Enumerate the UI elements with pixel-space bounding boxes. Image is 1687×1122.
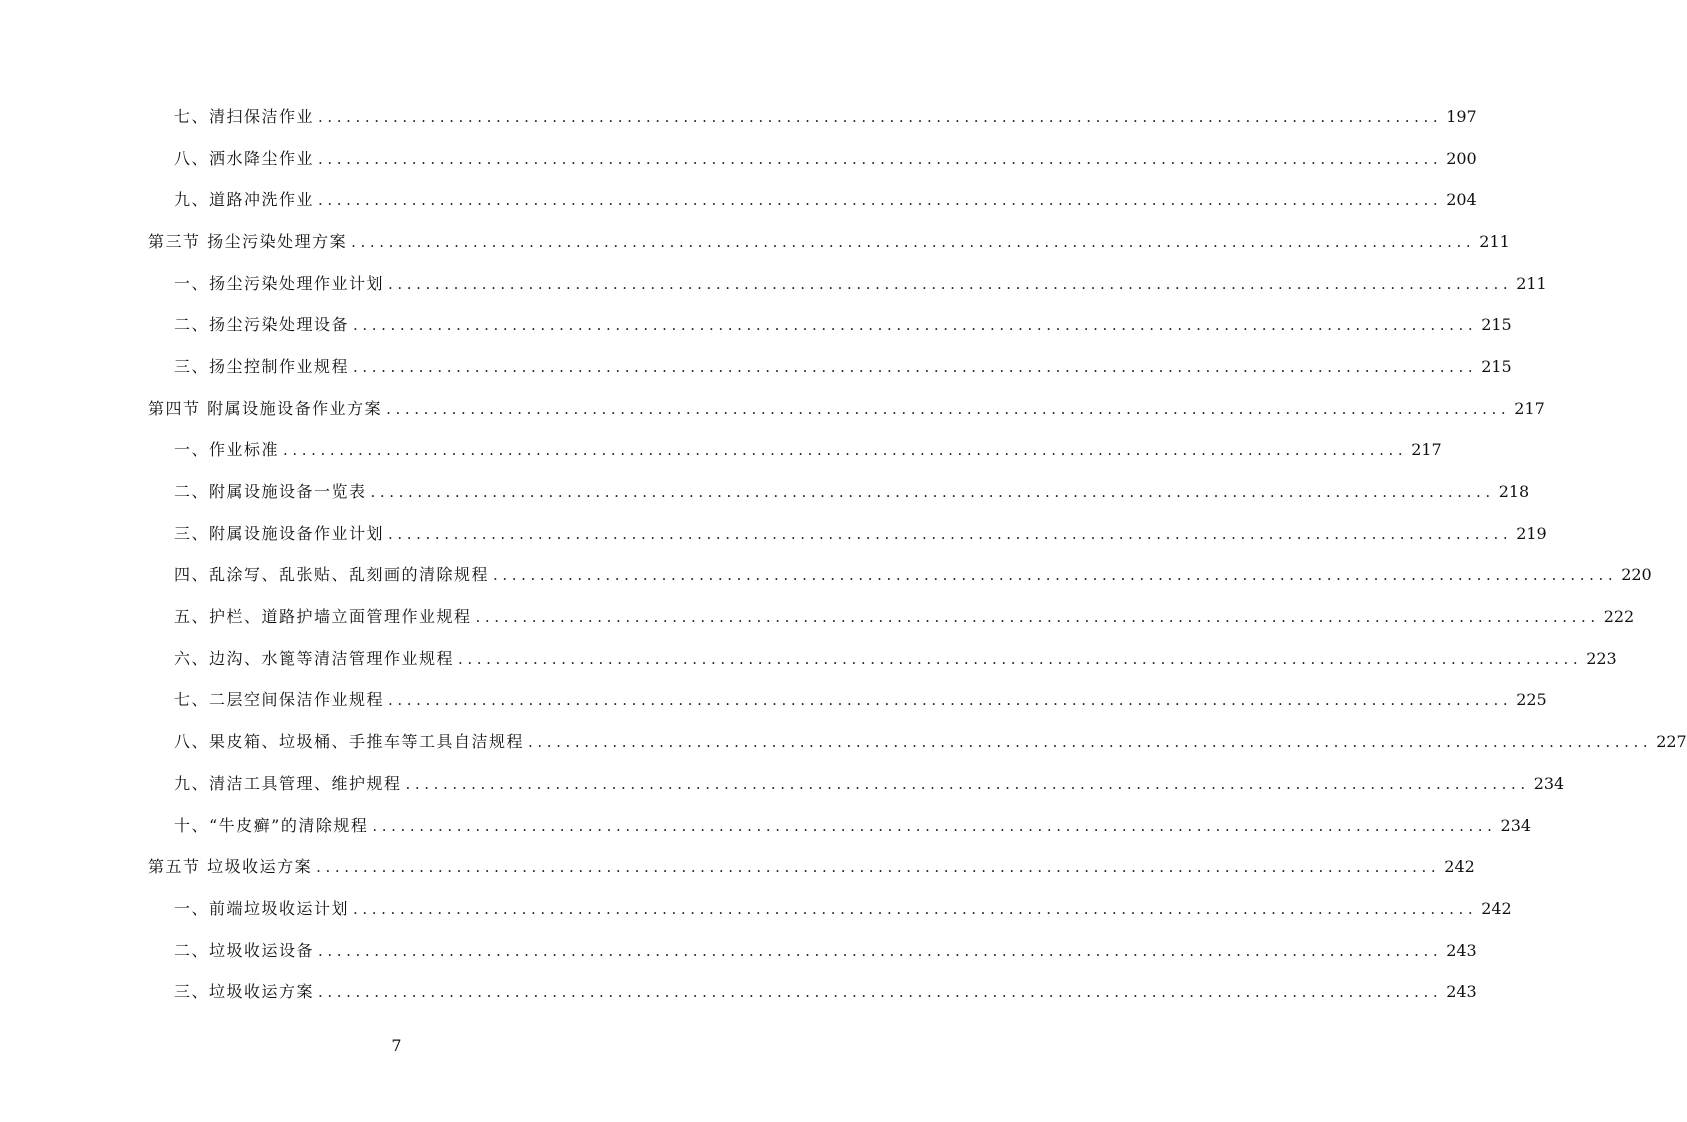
toc-entry-title: 一、作业标准 bbox=[174, 440, 280, 460]
toc-subsection-entry[interactable] bbox=[0, 304, 1512, 346]
toc-subsection-entry[interactable] bbox=[0, 721, 1687, 763]
toc-entry-page-number: 211 bbox=[1479, 231, 1510, 251]
toc-subsection-entry[interactable] bbox=[0, 346, 1512, 388]
toc-subsection-entry[interactable] bbox=[0, 888, 1512, 930]
dot-leader: ........................................................................................................................ bbox=[386, 399, 1511, 418]
dot-leader: ........................................................................................................................ bbox=[405, 774, 1530, 793]
dot-leader: ........................................................................................................................ bbox=[528, 733, 1653, 752]
toc-entry-title: 八、果皮箱、垃圾桶、手推车等工具自洁规程 bbox=[174, 732, 525, 752]
toc-entry-title: 五、护栏、道路护墙立面管理作业规程 bbox=[174, 607, 472, 627]
toc-subsection-entry[interactable] bbox=[0, 138, 1477, 180]
toc-entry-title: 四、乱涂写、乱张贴、乱刻画的清除规程 bbox=[174, 565, 490, 585]
dot-leader: ........................................................................................................................ bbox=[388, 691, 1513, 710]
toc-entry-title: 三、扬尘控制作业规程 bbox=[174, 356, 350, 376]
toc-subsection-entry[interactable] bbox=[0, 430, 1442, 472]
page-number-footer: 7 bbox=[391, 1036, 402, 1055]
toc-section-entry[interactable] bbox=[0, 221, 1510, 263]
toc-entry-title: 一、前端垃圾收运计划 bbox=[174, 898, 350, 918]
toc-entry-title: 二、扬尘污染处理设备 bbox=[174, 315, 350, 335]
toc-entry-title: 九、清洁工具管理、维护规程 bbox=[174, 773, 402, 793]
toc-entry-page-number: 223 bbox=[1586, 648, 1617, 668]
toc-section-entry[interactable] bbox=[0, 388, 1545, 430]
toc-entry-page-number: 242 bbox=[1444, 857, 1475, 877]
toc-entry-title: 二、垃圾收运设备 bbox=[174, 940, 315, 960]
toc-subsection-entry[interactable] bbox=[0, 596, 1635, 638]
toc-subsection-entry[interactable] bbox=[0, 96, 1477, 138]
toc-subsection-entry[interactable] bbox=[0, 805, 1532, 847]
dot-leader: ........................................................................................................................ bbox=[353, 316, 1478, 335]
dot-leader: ........................................................................................................................ bbox=[388, 524, 1513, 543]
toc-entry-page-number: 243 bbox=[1446, 940, 1477, 960]
toc-entry-page-number: 215 bbox=[1481, 315, 1512, 335]
toc-entry-title: 二、附属设施设备一览表 bbox=[174, 482, 367, 502]
dot-leader: ........................................................................................................................ bbox=[351, 232, 1476, 251]
toc-entry-page-number: 211 bbox=[1516, 273, 1547, 293]
toc-entry-title: 七、二层空间保洁作业规程 bbox=[174, 690, 385, 710]
dot-leader: ........................................................................................................................ bbox=[316, 858, 1441, 877]
dot-leader: ........................................................................................................................ bbox=[318, 941, 1443, 960]
dot-leader: ........................................................................................................................ bbox=[318, 191, 1443, 210]
toc-entry-page-number: 222 bbox=[1603, 607, 1635, 627]
toc-subsection-entry[interactable] bbox=[0, 930, 1477, 972]
toc-entry-page-number: 225 bbox=[1516, 690, 1547, 710]
toc-subsection-entry[interactable] bbox=[0, 471, 1530, 513]
dot-leader: ........................................................................................................................ bbox=[475, 608, 1600, 627]
table-of-contents bbox=[0, 96, 1687, 1013]
toc-entry-page-number: 219 bbox=[1516, 523, 1547, 543]
toc-entry-title: 第三节 扬尘污染处理方案 bbox=[148, 231, 348, 251]
toc-subsection-entry[interactable] bbox=[0, 638, 1617, 680]
toc-subsection-entry[interactable] bbox=[0, 763, 1565, 805]
toc-entry-page-number: 227 bbox=[1656, 732, 1687, 752]
toc-entry-title: 三、垃圾收运方案 bbox=[174, 982, 315, 1002]
toc-entry-title: 第五节 垃圾收运方案 bbox=[148, 857, 313, 877]
toc-entry-page-number: 242 bbox=[1481, 898, 1512, 918]
dot-leader: ........................................................................................................................ bbox=[353, 357, 1478, 376]
toc-subsection-entry[interactable] bbox=[0, 971, 1477, 1013]
toc-entry-title: 八、洒水降尘作业 bbox=[174, 148, 315, 168]
toc-entry-title: 六、边沟、水篦等清洁管理作业规程 bbox=[174, 648, 455, 668]
toc-entry-title: 一、扬尘污染处理作业计划 bbox=[174, 273, 385, 293]
toc-entry-title: 三、附属设施设备作业计划 bbox=[174, 523, 385, 543]
dot-leader: ........................................................................................................................ bbox=[318, 107, 1443, 126]
toc-entry-page-number: 215 bbox=[1481, 356, 1512, 376]
toc-subsection-entry[interactable] bbox=[0, 555, 1652, 597]
dot-leader: ........................................................................................................................ bbox=[372, 816, 1497, 835]
toc-entry-title: 九、道路冲洗作业 bbox=[174, 190, 315, 210]
dot-leader: ........................................................................................................................ bbox=[493, 566, 1618, 585]
dot-leader: ........................................................................................................................ bbox=[458, 649, 1583, 668]
dot-leader: ........................................................................................................................ bbox=[353, 899, 1478, 918]
dot-leader: ........................................................................................................................ bbox=[388, 274, 1513, 293]
toc-subsection-entry[interactable] bbox=[0, 513, 1547, 555]
toc-entry-page-number: 220 bbox=[1621, 565, 1652, 585]
toc-entry-page-number: 200 bbox=[1446, 148, 1477, 168]
toc-entry-page-number: 234 bbox=[1500, 815, 1532, 835]
toc-entry-page-number: 197 bbox=[1446, 106, 1477, 126]
toc-entry-page-number: 234 bbox=[1533, 773, 1565, 793]
toc-entry-page-number: 218 bbox=[1498, 482, 1530, 502]
dot-leader: ........................................................................................................................ bbox=[370, 483, 1495, 502]
toc-subsection-entry[interactable] bbox=[0, 263, 1547, 305]
toc-section-entry[interactable] bbox=[0, 846, 1475, 888]
toc-entry-title: 十、“牛皮癣”的清除规程 bbox=[174, 815, 369, 835]
toc-entry-page-number: 243 bbox=[1446, 982, 1477, 1002]
toc-entry-page-number: 217 bbox=[1514, 398, 1545, 418]
dot-leader: ........................................................................................................................ bbox=[283, 441, 1408, 460]
toc-entry-page-number: 217 bbox=[1411, 440, 1442, 460]
toc-entry-title: 七、清扫保洁作业 bbox=[174, 106, 315, 126]
toc-subsection-entry[interactable] bbox=[0, 680, 1547, 722]
toc-entry-page-number: 204 bbox=[1446, 190, 1477, 210]
toc-subsection-entry[interactable] bbox=[0, 179, 1477, 221]
dot-leader: ........................................................................................................................ bbox=[318, 983, 1443, 1002]
toc-entry-title: 第四节 附属设施设备作业方案 bbox=[148, 398, 383, 418]
dot-leader: ........................................................................................................................ bbox=[318, 149, 1443, 168]
